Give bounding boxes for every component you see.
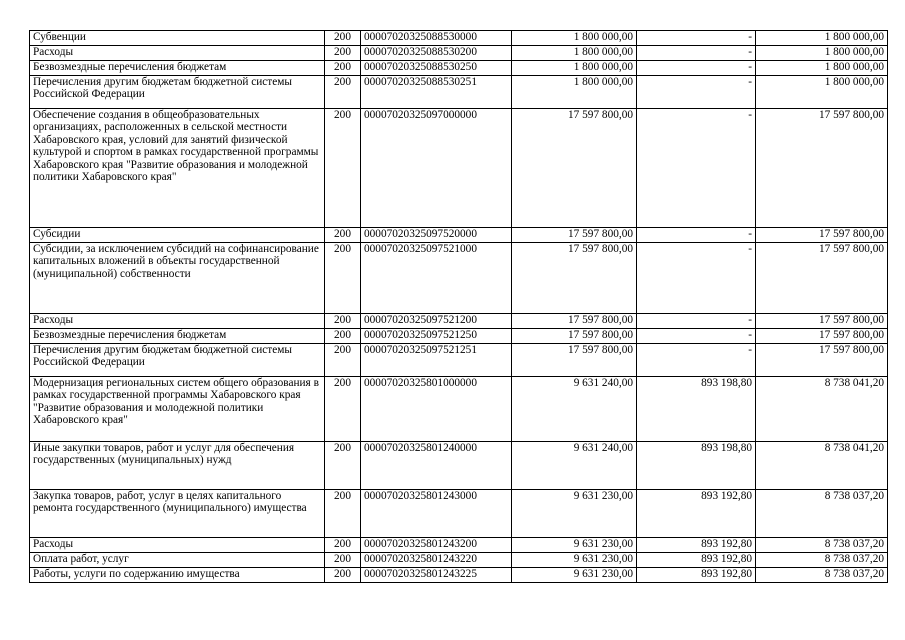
row-name-cell: Расходы	[30, 538, 325, 553]
table-row	[30, 314, 888, 329]
row-name-cell: Субсидии, за исключением субсидий на софинансирование капитальных вложений в объекты государственной (муниципальной) собственности	[30, 243, 325, 314]
executed-cell: 893 198,80	[637, 377, 756, 442]
line-code-cell: 200	[325, 538, 361, 553]
remaining-cell: 17 597 800,00	[756, 109, 888, 228]
table-row	[30, 490, 888, 538]
table-row	[30, 243, 888, 314]
table-row	[30, 76, 888, 109]
budget-code-cell: 00007020325801240000	[361, 442, 512, 490]
executed-cell: -	[637, 31, 756, 46]
executed-cell: -	[637, 228, 756, 243]
table-row	[30, 568, 888, 583]
plan-cell: 1 800 000,00	[512, 76, 637, 109]
row-name-cell: Модернизация региональных систем общего образования в рамках государственной программы Хабаровского края "Развитие образования и молодежной политики Хабаровского края"	[30, 377, 325, 442]
plan-cell: 9 631 240,00	[512, 442, 637, 490]
plan-cell: 9 631 230,00	[512, 553, 637, 568]
row-name-cell: Перечисления другим бюджетам бюджетной системы Российской Федерации	[30, 344, 325, 377]
budget-code-cell: 00007020325097521251	[361, 344, 512, 377]
row-name-cell: Субсидии	[30, 228, 325, 243]
plan-cell: 17 597 800,00	[512, 109, 637, 228]
budget-code-cell: 00007020325088530251	[361, 76, 512, 109]
row-name-cell: Закупка товаров, работ, услуг в целях капитального ремонта государственного (муниципального) имущества	[30, 490, 325, 538]
plan-cell: 9 631 240,00	[512, 377, 637, 442]
executed-cell: 893 192,80	[637, 553, 756, 568]
budget-code-cell: 00007020325097521200	[361, 314, 512, 329]
executed-cell: -	[637, 109, 756, 228]
line-code-cell: 200	[325, 46, 361, 61]
line-code-cell: 200	[325, 490, 361, 538]
budget-code-cell: 00007020325097000000	[361, 109, 512, 228]
remaining-cell: 1 800 000,00	[756, 46, 888, 61]
line-code-cell: 200	[325, 329, 361, 344]
budget-code-cell: 00007020325801243200	[361, 538, 512, 553]
executed-cell: 893 192,80	[637, 490, 756, 538]
line-code-cell: 200	[325, 61, 361, 76]
row-name-cell: Безвозмездные перечисления бюджетам	[30, 329, 325, 344]
plan-cell: 1 800 000,00	[512, 31, 637, 46]
remaining-cell: 17 597 800,00	[756, 243, 888, 314]
executed-cell: 893 192,80	[637, 568, 756, 583]
table-row	[30, 109, 888, 228]
line-code-cell: 200	[325, 568, 361, 583]
table-row	[30, 61, 888, 76]
plan-cell: 9 631 230,00	[512, 490, 637, 538]
row-name-cell: Расходы	[30, 46, 325, 61]
plan-cell: 17 597 800,00	[512, 329, 637, 344]
remaining-cell: 17 597 800,00	[756, 228, 888, 243]
remaining-cell: 17 597 800,00	[756, 329, 888, 344]
table-row	[30, 442, 888, 490]
remaining-cell: 1 800 000,00	[756, 31, 888, 46]
line-code-cell: 200	[325, 442, 361, 490]
row-name-cell: Обеспечение создания в общеобразовательных организациях, расположенных в сельской местности Хабаровского края, условий для занятий физической культурой и спортом в рамках государственной программы Хабаровского края "Развитие образования и молодежной политики Хабаровского края"	[30, 109, 325, 228]
row-name-cell: Оплата работ, услуг	[30, 553, 325, 568]
plan-cell: 17 597 800,00	[512, 314, 637, 329]
table-row	[30, 538, 888, 553]
remaining-cell: 8 738 037,20	[756, 568, 888, 583]
remaining-cell: 17 597 800,00	[756, 314, 888, 329]
line-code-cell: 200	[325, 76, 361, 109]
table-row	[30, 31, 888, 46]
budget-code-cell: 00007020325801000000	[361, 377, 512, 442]
line-code-cell: 200	[325, 344, 361, 377]
executed-cell: -	[637, 314, 756, 329]
remaining-cell: 8 738 037,20	[756, 538, 888, 553]
table-row	[30, 228, 888, 243]
table-row	[30, 329, 888, 344]
line-code-cell: 200	[325, 228, 361, 243]
line-code-cell: 200	[325, 553, 361, 568]
remaining-cell: 8 738 037,20	[756, 553, 888, 568]
executed-cell: -	[637, 344, 756, 377]
remaining-cell: 17 597 800,00	[756, 344, 888, 377]
line-code-cell: 200	[325, 243, 361, 314]
table-row	[30, 553, 888, 568]
plan-cell: 17 597 800,00	[512, 344, 637, 377]
table-row	[30, 344, 888, 377]
executed-cell: -	[637, 61, 756, 76]
remaining-cell: 8 738 041,20	[756, 377, 888, 442]
budget-code-cell: 00007020325088530250	[361, 61, 512, 76]
row-name-cell: Иные закупки товаров, работ и услуг для обеспечения государственных (муниципальных) нужд	[30, 442, 325, 490]
executed-cell: -	[637, 76, 756, 109]
budget-code-cell: 00007020325801243225	[361, 568, 512, 583]
line-code-cell: 200	[325, 31, 361, 46]
executed-cell: -	[637, 329, 756, 344]
table-row	[30, 46, 888, 61]
plan-cell: 1 800 000,00	[512, 61, 637, 76]
plan-cell: 9 631 230,00	[512, 538, 637, 553]
budget-code-cell: 00007020325097521250	[361, 329, 512, 344]
budget-execution-table	[29, 30, 888, 583]
remaining-cell: 1 800 000,00	[756, 61, 888, 76]
budget-code-cell: 00007020325801243000	[361, 490, 512, 538]
row-name-cell: Работы, услуги по содержанию имущества	[30, 568, 325, 583]
budget-code-cell: 00007020325088530000	[361, 31, 512, 46]
line-code-cell: 200	[325, 377, 361, 442]
remaining-cell: 8 738 037,20	[756, 490, 888, 538]
row-name-cell: Перечисления другим бюджетам бюджетной системы Российской Федерации	[30, 76, 325, 109]
row-name-cell: Безвозмездные перечисления бюджетам	[30, 61, 325, 76]
row-name-cell: Расходы	[30, 314, 325, 329]
plan-cell: 1 800 000,00	[512, 46, 637, 61]
line-code-cell: 200	[325, 314, 361, 329]
budget-code-cell: 00007020325097521000	[361, 243, 512, 314]
row-name-cell: Субвенции	[30, 31, 325, 46]
remaining-cell: 8 738 041,20	[756, 442, 888, 490]
line-code-cell: 200	[325, 109, 361, 228]
table-row	[30, 377, 888, 442]
budget-code-cell: 00007020325097520000	[361, 228, 512, 243]
plan-cell: 9 631 230,00	[512, 568, 637, 583]
budget-code-cell: 00007020325801243220	[361, 553, 512, 568]
plan-cell: 17 597 800,00	[512, 243, 637, 314]
executed-cell: -	[637, 243, 756, 314]
budget-code-cell: 00007020325088530200	[361, 46, 512, 61]
executed-cell: 893 192,80	[637, 538, 756, 553]
remaining-cell: 1 800 000,00	[756, 76, 888, 109]
executed-cell: 893 198,80	[637, 442, 756, 490]
plan-cell: 17 597 800,00	[512, 228, 637, 243]
executed-cell: -	[637, 46, 756, 61]
